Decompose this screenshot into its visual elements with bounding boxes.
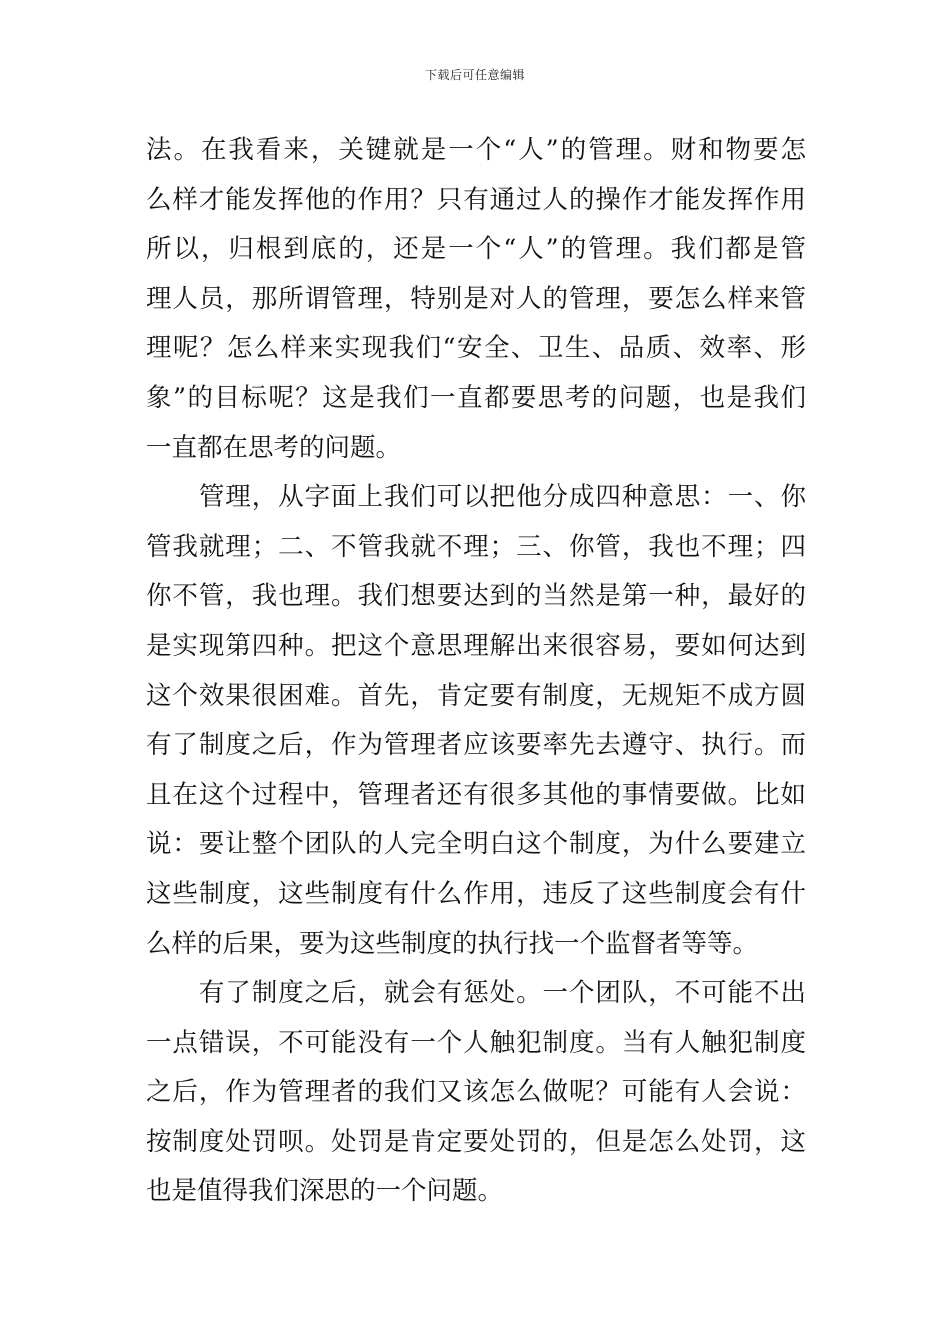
text-line: 所以，归根到底的，还是一个“人”的管理。我们都是管 bbox=[146, 234, 806, 265]
text-line: 这个效果很困难。首先，肯定要有制度，无规矩不成方圆 bbox=[146, 680, 806, 711]
text-line: 法。在我看来，关键就是一个“人”的管理。财和物要怎 bbox=[146, 135, 806, 165]
text-line: 有了制度之后，作为管理者应该要率先去遵守、执行。而 bbox=[146, 730, 806, 761]
page-header: 下载后可任意编辑 bbox=[424, 68, 525, 82]
text-line: 管我就理；二、不管我就不理；三、你管，我也不理；四 bbox=[146, 531, 806, 562]
text-line: 象”的目标呢？这是我们一直都要思考的问题，也是我们 bbox=[146, 382, 806, 413]
text-line: 且在这个过程中，管理者还有很多其他的事情要做。比如 bbox=[146, 779, 806, 810]
text-line: 你不管，我也理。我们想要达到的当然是第一种，最好的 bbox=[146, 581, 806, 612]
text-line: 一点错误，不可能没有一个人触犯制度。当有人触犯制度 bbox=[146, 1027, 806, 1058]
text-line: 么样的后果，要为这些制度的执行找一个监督者等等。 bbox=[146, 928, 759, 959]
text-line: 也是值得我们深思的一个问题。 bbox=[146, 1176, 504, 1207]
text-line: 理人员，那所谓管理，特别是对人的管理，要怎么样来管 bbox=[146, 283, 806, 314]
text-line: 按制度处罚呗。处罚是肯定要处罚的，但是怎么处罚，这 bbox=[146, 1126, 806, 1157]
text-line: 一直都在思考的问题。 bbox=[146, 432, 402, 463]
text-line: 说：要让整个团队的人完全明白这个制度，为什么要建立 bbox=[146, 829, 806, 860]
text-line: 么样才能发挥他的作用？只有通过人的操作才能发挥作用 bbox=[146, 184, 806, 215]
text-line: 理呢？怎么样来实现我们“安全、卫生、品质、效率、形 bbox=[146, 333, 806, 364]
text-line: 是实现第四种。把这个意思理解出来很容易，要如何达到 bbox=[146, 630, 806, 661]
text-line: 有了制度之后，就会有惩处。一个团队，不可能不出 bbox=[146, 978, 806, 1009]
text-line: 这些制度，这些制度有什么作用，违反了这些制度会有什 bbox=[146, 878, 806, 909]
text-line: 之后，作为管理者的我们又该怎么做呢？可能有人会说： bbox=[146, 1077, 806, 1108]
body-text bbox=[146, 126, 806, 1217]
text-line: 管理，从字面上我们可以把他分成四种意思：一、你 bbox=[146, 482, 806, 513]
